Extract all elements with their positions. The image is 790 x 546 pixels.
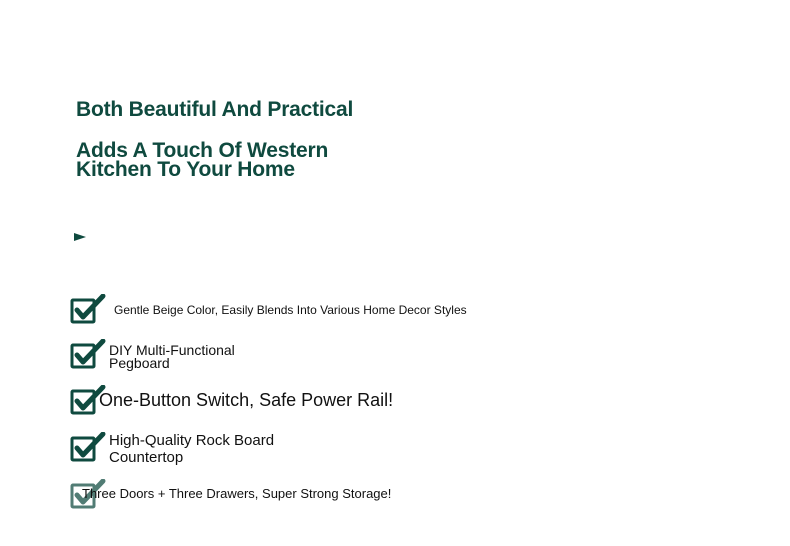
hero-title: Both Beautiful And Practical bbox=[76, 98, 354, 121]
check-icon bbox=[70, 339, 106, 373]
feature-label: Gentle Beige Color, Easily Blends Into Various Home Decor Styles bbox=[114, 303, 467, 317]
feature-label: Three Doors + Three Drawers, Super Strong Storage! bbox=[82, 486, 392, 501]
feature-label: One-Button Switch, Safe Power Rail! bbox=[99, 390, 394, 410]
hero-subtitle: Adds A Touch Of Western Kitchen To Your Home bbox=[76, 139, 329, 181]
feature-label: DIY Multi-Functional Pegboard bbox=[109, 342, 235, 371]
check-icon bbox=[70, 432, 106, 466]
play-icon bbox=[73, 230, 87, 244]
feature-label: High-Quality Rock Board Countertop bbox=[109, 432, 275, 466]
hero-section bbox=[76, 98, 386, 180]
check-icon bbox=[70, 294, 106, 328]
